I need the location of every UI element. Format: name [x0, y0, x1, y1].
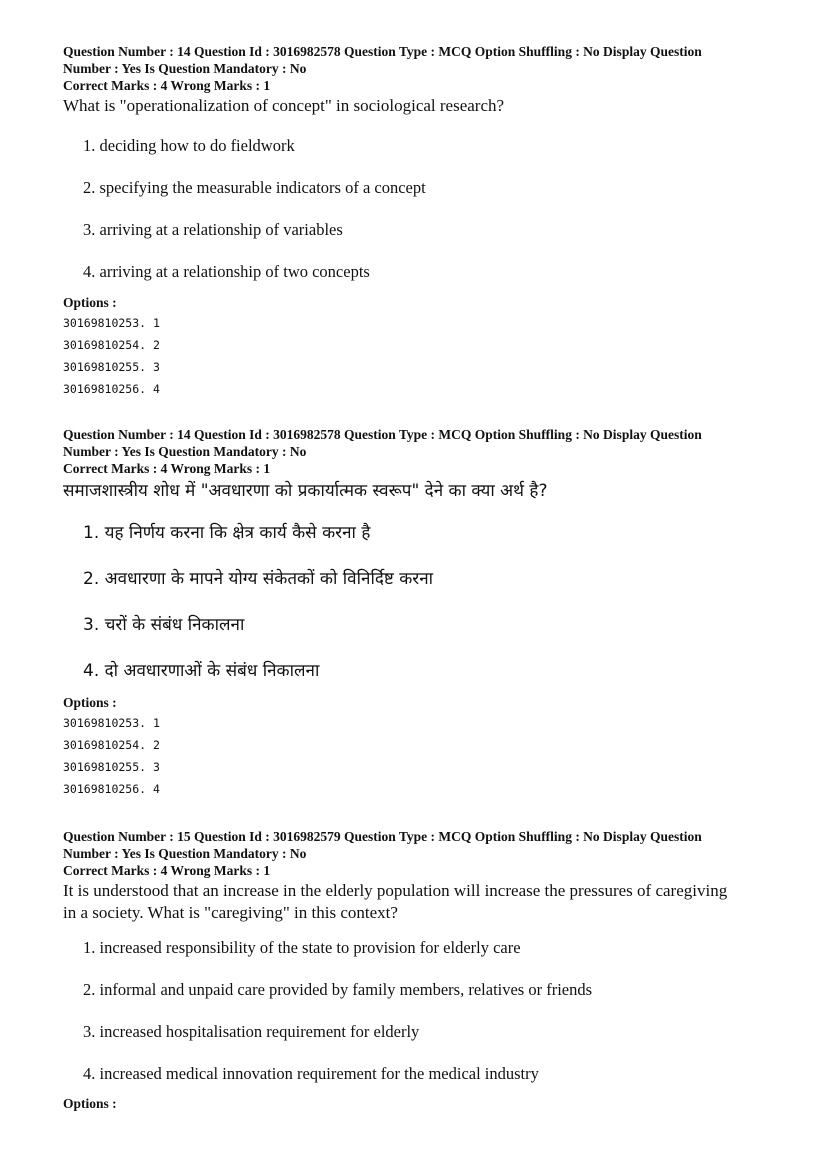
meta-line: Number : Yes Is Question Mandatory : No [63, 61, 307, 76]
option-row: 30169810255. 3 [63, 760, 160, 774]
choice-item: 1. deciding how to do fieldwork [83, 136, 295, 155]
meta-line: Number : Yes Is Question Mandatory : No [63, 444, 307, 459]
choice-list [83, 125, 793, 293]
question-block-2 [63, 426, 793, 800]
question-meta [63, 43, 793, 94]
choice-item: 1. increased responsibility of the state to provision for elderly care [83, 938, 521, 957]
choice-item: 4. increased medical innovation requirement for the medical industry [83, 1064, 539, 1083]
option-row: 30169810256. 4 [63, 782, 160, 796]
choice-list [83, 927, 793, 1095]
options-label: Options : [63, 295, 117, 310]
options-list [63, 312, 793, 400]
question-meta [63, 426, 793, 477]
choice-item: 3. चरों के संबंध निकालना [83, 615, 245, 635]
option-row: 30169810254. 2 [63, 738, 160, 752]
choice-item: 2. informal and unpaid care provided by family members, relatives or friends [83, 980, 593, 999]
question-text [63, 880, 798, 924]
marks-line: Correct Marks : 4 Wrong Marks : 1 [63, 461, 271, 476]
option-row: 30169810253. 1 [63, 316, 160, 330]
options-list [63, 712, 793, 800]
question-text: What is "operationalization of concept" in sociological research? [63, 96, 505, 115]
choice-item: 1. यह निर्णय करना कि क्षेत्र कार्य कैसे करना है [83, 523, 371, 543]
options-label: Options : [63, 1096, 117, 1111]
question-block-3 [63, 828, 793, 1113]
choice-item: 3. arriving at a relationship of variables [83, 220, 343, 239]
meta-line: Question Number : 14 Question Id : 3016982578 Question Type : MCQ Option Shuffling : No Display Question [63, 44, 702, 59]
meta-line: Question Number : 15 Question Id : 3016982579 Question Type : MCQ Option Shuffling : No Display Question [63, 829, 702, 844]
meta-line: Question Number : 14 Question Id : 3016982578 Question Type : MCQ Option Shuffling : No Display Question [63, 427, 702, 442]
options-label: Options : [63, 695, 117, 710]
question-text: समाजशास्त्रीय शोध में "अवधारणा को प्रकार्यात्मक स्वरूप" देने का क्या अर्थ है? [63, 481, 548, 501]
marks-line: Correct Marks : 4 Wrong Marks : 1 [63, 863, 271, 878]
marks-line: Correct Marks : 4 Wrong Marks : 1 [63, 78, 271, 93]
question-text-line: in a society. What is "caregiving" in this context? [63, 903, 398, 922]
option-row: 30169810256. 4 [63, 382, 160, 396]
choice-list [83, 510, 793, 694]
choice-item: 4. दो अवधारणाओं के संबंध निकालना [83, 661, 320, 681]
option-row: 30169810255. 3 [63, 360, 160, 374]
option-row: 30169810254. 2 [63, 338, 160, 352]
question-block-1 [63, 43, 793, 400]
meta-line: Number : Yes Is Question Mandatory : No [63, 846, 307, 861]
choice-item: 2. specifying the measurable indicators of a concept [83, 178, 426, 197]
choice-item: 2. अवधारणा के मापने योग्य संकेतकों को विनिर्दिष्ट करना [83, 569, 434, 589]
question-meta [63, 828, 793, 879]
question-text-line: It is understood that an increase in the elderly population will increase the pressures of caregiving [63, 881, 728, 900]
choice-item: 4. arriving at a relationship of two concepts [83, 262, 370, 281]
choice-item: 3. increased hospitalisation requirement for elderly [83, 1022, 420, 1041]
option-row: 30169810253. 1 [63, 716, 160, 730]
